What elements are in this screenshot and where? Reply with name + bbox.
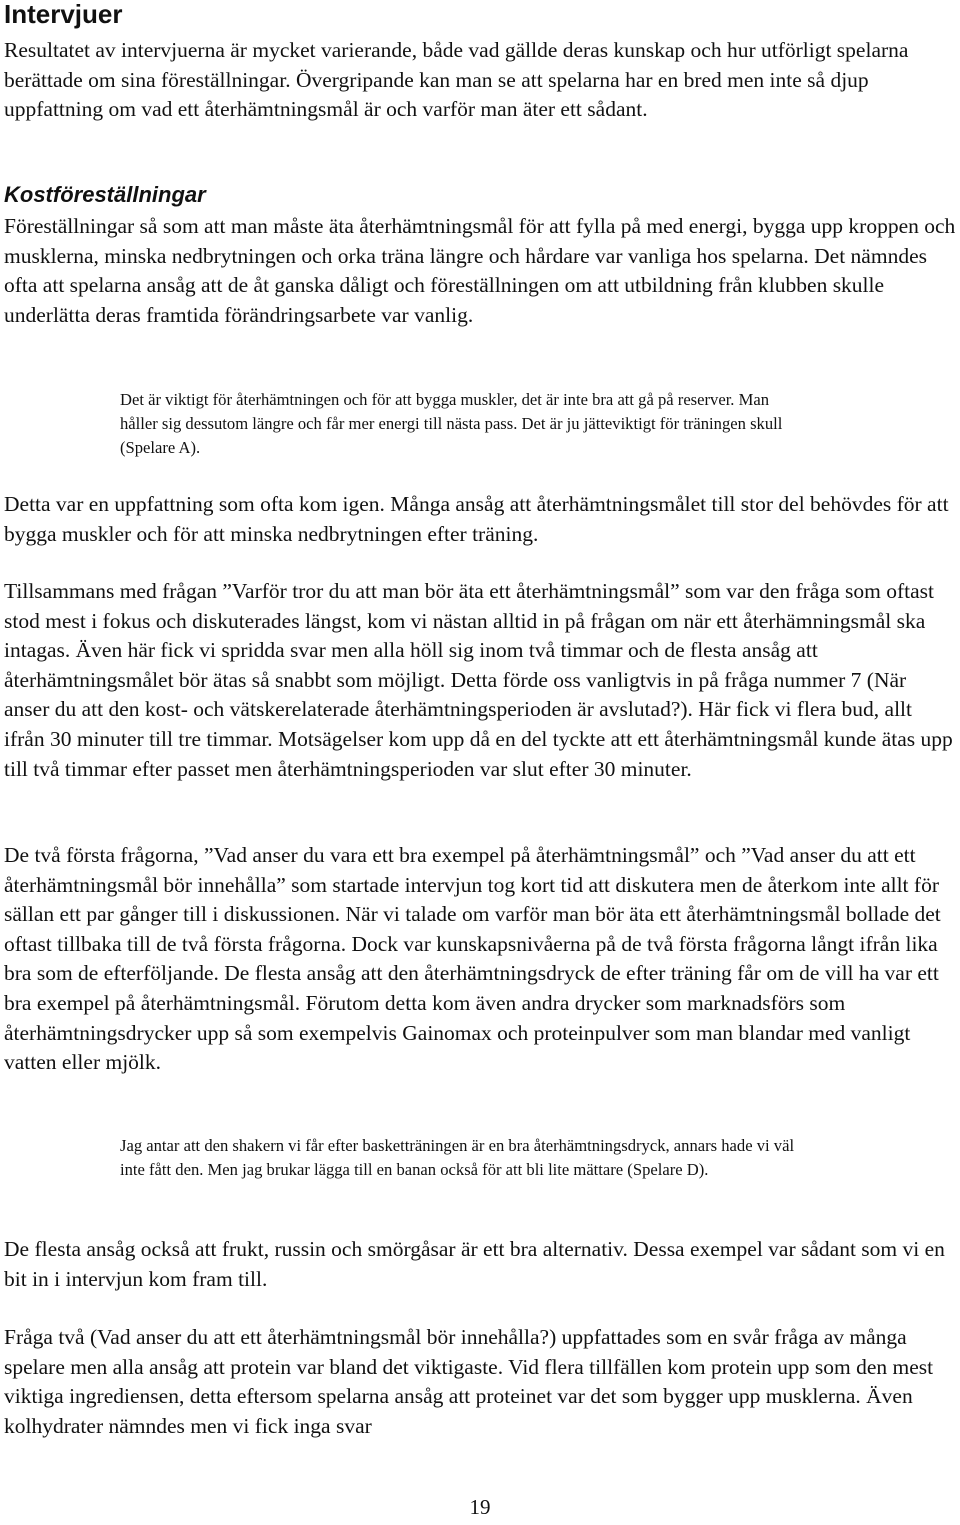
interview-quote-1: Det är viktigt för återhämtningen och för att bygga muskler, det är inte bra att gå på reserver. Man håller sig dessutom längre och får mer energi till nästa pass. Det är ju jätteviktigt för träningen skull (Spelare A). — [120, 390, 783, 457]
page-number: 19 — [469, 1495, 491, 1519]
body-paragraph-3: Tillsammans med frågan ”Varför tror du att man bör äta ett återhämtningsmål” som var den fråga som oftast stod mest i fokus och diskuterades längst, kom vi nästan alltid in på frågan om när ett återhämningsmål ska intagas. Även här fick vi spridda svar men alla höll sig inom två timmar och de flesta ansåg att återhämtningsmålet bör ätas så snabbt som möjligt. Detta förde oss vanligtvis in på fråga nummer 7 (När anser du att den kost- och vätskerelaterade återhämtningsperioden är avslutad?). Här fick vi flera bud, allt ifrån 30 minuter till tre timmar. Motsägelser kom upp då en del tyckte att ett återhämtningsmål kunde ätas upp till två timmar efter passet men återhämtningsperioden var slut efter 30 minuter. — [4, 579, 953, 781]
body-paragraph-2: Detta var en uppfattning som ofta kom igen. Många ansåg att återhämtningsmålet till stor del behövdes för att bygga muskler och för att minska nedbrytningen efter träning. — [4, 492, 949, 546]
body-paragraph-5: De flesta ansåg också att frukt, russin och smörgåsar är ett bra alternativ. Dessa exempel var sådant som vi en bit in i intervjun kom fram till. — [4, 1237, 945, 1291]
page-title: Intervjuer — [4, 0, 123, 29]
body-paragraph-6: Fråga två (Vad anser du att ett återhämtningsmål bör innehålla?) uppfattades som en svår fråga av många spelare men alla ansåg att protein var bland det viktigaste. Vid flera tillfällen kom protein upp som den mest viktiga ingrediensen, detta eftersom spelarna ansåg att proteinet var det som bygger upp musklerna. Även kolhydrater nämndes men vi fick inga svar — [4, 1325, 934, 1438]
intro-paragraph: Resultatet av intervjuerna är mycket varierande, både vad gällde deras kunskap och hur utförligt spelarna berättade om sina föreställningar. Övergripande kan man se att spelarna har en bred men inte så djup uppfattning om vad ett återhämtningsmål är och varför man äter ett sådant. — [4, 38, 909, 122]
section-heading: Kostföreställningar — [4, 182, 206, 207]
body-paragraph-1: Föreställningar så som att man måste äta återhämtningsmål för att fylla på med energi, bygga upp kroppen och musklerna, minska nedbrytningen och orka träna längre och hårdare var vanliga hos spelarna. Det nämndes ofta att spelarna ansåg att de åt ganska dåligt och föreställningen om att utbildning från klubben skulle underlätta deras framtida förändringsarbete var vanlig. — [4, 214, 956, 327]
interview-quote-2: Jag antar att den shakern vi får efter basketträningen är en bra återhämtningsdryck, annars hade vi väl inte fått den. Men jag brukar lägga till en banan också för att bli lite mättare (Spelare D). — [120, 1136, 795, 1179]
body-paragraph-4: De två första frågorna, ”Vad anser du vara ett bra exempel på återhämtningsmål” och ”Vad anser du att ett återhämtningsmål bör innehålla” som startade intervjun tog kort tid att diskutera men de återkom inte allt för sällan ett par gånger till i diskussionen. När vi talade om varför man bör äta ett återhämtningsmål bollade det oftast tillbaka till de två första frågorna. Dock var kunskapsnivåerna på de två första frågorna långt ifrån lika bra som de efterföljande. De flesta ansåg att den återhämtningsdryck de efter träning får om de vill ha var ett bra exempel på återhämtningsmål. Förutom detta kom även andra drycker som marknadsförs som återhämtningsdrycker upp så som exempelvis Gainomax och proteinpulver som man blandar med vanligt vatten eller mjölk. — [4, 843, 941, 1075]
